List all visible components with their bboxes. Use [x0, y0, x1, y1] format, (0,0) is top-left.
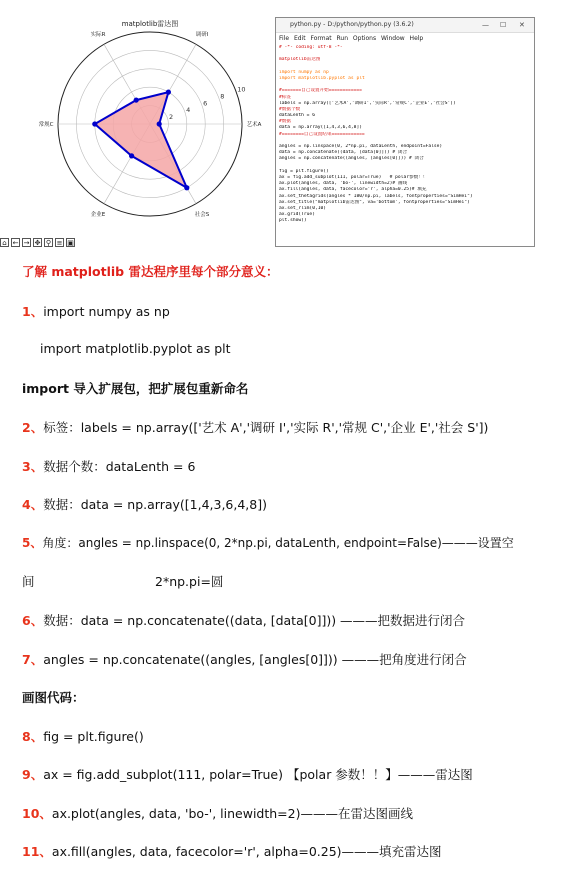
radial-tick-label: 2 — [169, 113, 174, 122]
item-number: 8、 — [22, 729, 44, 744]
item-2 — [22, 418, 488, 436]
article-heading: 了解 matplotlib 雷达程序里每个部分意义： — [22, 264, 279, 279]
code-line: ax.fill(angles, data, facecolor='r', alpha=0.25)# 填充 — [279, 187, 427, 193]
radar-point — [92, 121, 97, 126]
save-icon[interactable]: ▣ — [67, 238, 74, 247]
radar-chart — [0, 0, 275, 236]
item-text: 数据：data = np.concatenate((data, [data[0]])) ———把数据进行闭合 — [43, 613, 466, 628]
code-line: #数据个数 — [279, 106, 301, 112]
item-number: 6、 — [22, 613, 44, 628]
close-icon[interactable]: ✕ — [519, 21, 525, 29]
code-line: fig = plt.figure() — [279, 168, 329, 174]
code-line: data = np.concatenate((data, [data[0]])) # 闭合 — [279, 150, 408, 156]
item-text: 数据：data = np.array([1,4,3,6,4,8]) — [43, 497, 267, 512]
editor-titlebar — [276, 18, 534, 33]
radar-point — [129, 153, 134, 158]
radial-tick-label: 8 — [220, 92, 225, 101]
item-text: import numpy as np — [43, 304, 170, 319]
code-line: import matplotlib.pyplot as plt — [279, 75, 365, 81]
code-line: plt.show() — [279, 218, 307, 224]
code-line: ax = fig.add_subplot(111, polar=True) # polar参数！！ — [279, 174, 428, 180]
idle-editor-window — [275, 17, 535, 247]
radial-tick-label: 10 — [237, 85, 246, 94]
item-number: 9、 — [22, 767, 44, 782]
code-line: #========自己设置结束============ — [279, 131, 365, 137]
item-number: 1、 — [22, 304, 44, 319]
item-5-continued-a: 间 — [22, 574, 35, 589]
item-text: ax.plot(angles, data, 'bo-', linewidth=2)———在雷达图画线 — [51, 806, 413, 821]
item-text: angles = np.concatenate((angles, [angles[0]])) ———把角度进行闭合 — [43, 652, 467, 667]
item-8 — [22, 727, 144, 745]
item-9 — [22, 765, 473, 783]
item-text: ax.fill(angles, data, facecolor='r', alpha=0.25)———填充雷达图 — [51, 844, 442, 859]
code-line: angles = np.concatenate((angles, [angles[0]])) # 闭合 — [279, 156, 424, 162]
radial-tick-label: 6 — [203, 99, 208, 108]
minimize-icon[interactable]: — — [482, 21, 489, 29]
code-line: ax.set_thetagrids(angles * 180/np.pi, labels, fontproperties="SimHei") — [279, 193, 473, 199]
item-6 — [22, 611, 465, 629]
item-number: 3、 — [22, 459, 44, 474]
code-line: #标签 — [279, 94, 291, 100]
home-icon[interactable]: ⌂ — [0, 238, 9, 247]
code-line: labels = np.array(['艺术A','调研I','实际R','常规C','企业E','社会S']) — [279, 100, 456, 106]
code-line: import numpy as np — [279, 69, 329, 75]
item-text: 角度：angles = np.linspace(0, 2*np.pi, dataLenth, endpoint=False)———设置空 — [42, 536, 514, 550]
item-11 — [22, 842, 442, 860]
category-label: 社会S — [194, 212, 210, 219]
editor-menubar[interactable]: File Edit Format Run Options Window Help — [279, 35, 424, 42]
code-line: # -*- coding: utf-8 -*- — [279, 45, 343, 50]
radar-fill — [95, 92, 187, 188]
item-number: 4、 — [22, 497, 44, 512]
item-text: fig = plt.figure() — [43, 729, 144, 744]
item-3 — [22, 457, 195, 475]
radar-chart-screenshot — [0, 0, 275, 248]
item-number: 5、 — [22, 536, 43, 550]
code-area[interactable] — [276, 44, 534, 225]
zoom-icon[interactable]: ⚲ — [45, 238, 52, 247]
window-title: python.py - D:/python/python.py (3.6.2) — [290, 21, 414, 28]
item-text: 标签：labels = np.array(['艺术 A','调研 I','实际 R','常规 C','企业 E','社会 S']) — [43, 420, 489, 435]
category-label: 实际R — [90, 31, 106, 38]
code-line: ax.set_rlim(0,10) — [279, 205, 327, 211]
radar-point — [166, 90, 171, 95]
category-label: 艺术A — [246, 122, 262, 128]
forward-icon[interactable]: → — [23, 238, 30, 247]
item-5-continued-b: 2*np.pi=圆 — [155, 574, 224, 589]
category-label: 常规C — [38, 122, 54, 128]
radial-tick-label: 4 — [186, 106, 191, 115]
code-line: ax.set_title("matplotlib雷达图", va='bottom', fontproperties="SimHei") — [279, 199, 470, 205]
category-label: 调研I — [195, 31, 209, 38]
radar-point — [184, 185, 189, 190]
draw-code-heading: 画图代码： — [22, 690, 85, 705]
item-4 — [22, 495, 267, 513]
radar-point — [157, 121, 162, 126]
code-line: dataLenth = 6 — [279, 113, 315, 119]
item-1-continued: import matplotlib.pyplot as plt — [40, 341, 231, 356]
code-line: matplotlib雷达图 — [279, 57, 321, 63]
back-icon[interactable]: ← — [12, 238, 19, 247]
item-1 — [22, 302, 170, 320]
code-line: #=======自己设置开始============ — [279, 88, 362, 94]
item-number: 11、 — [22, 844, 52, 859]
code-line: ax.plot(angles, data, 'bo-', linewidth=2)# 画线 — [279, 181, 408, 187]
item-text: ax = fig.add_subplot(111, polar=True) 【polar 参数！！】———雷达图 — [43, 767, 473, 782]
item-number: 10、 — [22, 806, 52, 821]
code-line: ax.grid(True) — [279, 212, 315, 218]
item-number: 2、 — [22, 420, 44, 435]
radar-point — [134, 97, 139, 102]
maximize-icon[interactable]: ☐ — [500, 21, 507, 29]
category-label: 企业E — [90, 212, 106, 219]
configure-icon[interactable]: ≡ — [56, 238, 63, 247]
item-10 — [22, 804, 413, 822]
code-line: angles = np.linspace(0, 2*np.pi, dataLenth, endpoint=False) — [279, 144, 443, 149]
item-text: 数据个数：dataLenth = 6 — [43, 459, 196, 474]
item-7 — [22, 650, 467, 668]
chart-title: matplotlib雷达图 — [121, 20, 179, 28]
plot-toolbar — [0, 236, 200, 248]
item-number: 7、 — [22, 652, 44, 667]
item-5 — [22, 534, 514, 551]
code-line: #数据 — [279, 119, 291, 125]
import-note: import 导入扩展包，把扩展包重新命名 — [22, 381, 249, 396]
pan-icon[interactable]: ✥ — [34, 238, 41, 247]
code-line: data = np.array([1,4,3,6,4,8]) — [279, 125, 362, 131]
